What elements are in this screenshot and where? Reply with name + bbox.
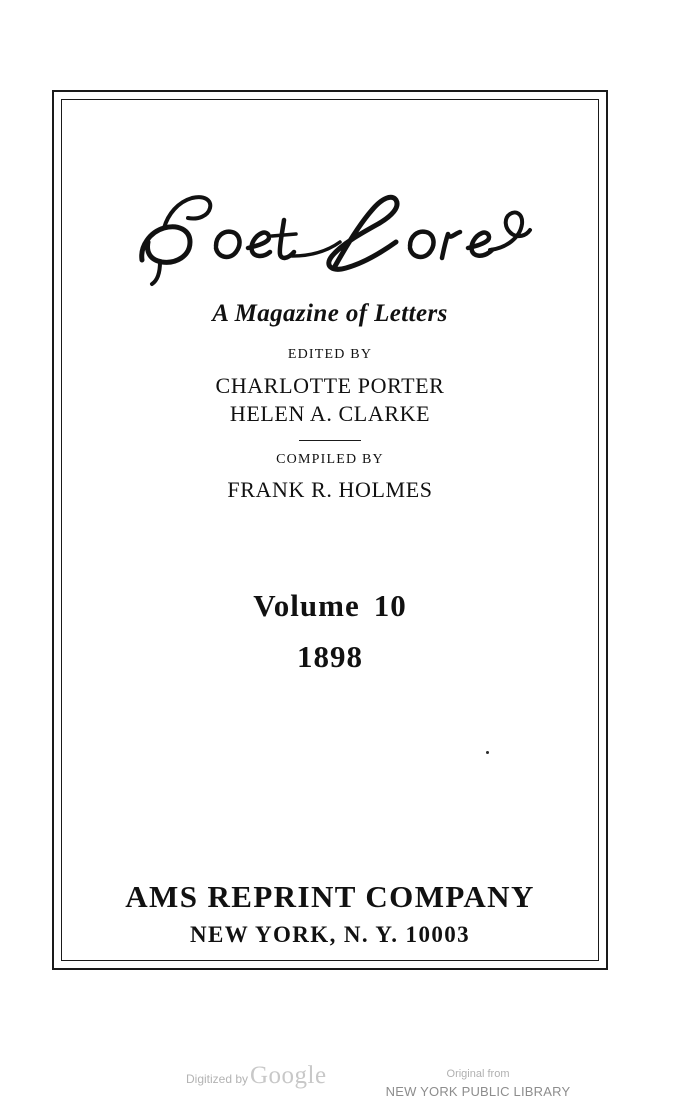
compiled-by-label: COMPILED BY [276,452,384,467]
volume-line [62,588,598,624]
magazine-subtitle: A Magazine of Letters [212,300,448,327]
page-border-frame [52,90,608,970]
digitized-by-label: Digitized by [186,1072,249,1086]
editor-names [62,372,598,428]
publisher-city: NEW YORK, N. Y. 10003 [189,922,471,947]
masthead-logo [62,172,598,292]
editor-name-1: CHARLOTTE PORTER [215,373,445,398]
divider-rule [299,440,361,441]
compiler-name: FRANK R. HOLMES [227,477,433,502]
publication-year: 1898 [297,639,363,674]
source-library-name: NEW YORK PUBLIC LIBRARY [385,1084,571,1099]
ink-speck [486,751,489,754]
scan-watermark-footer [0,1062,680,1102]
volume-label: Volume [253,588,360,623]
volume-number: 10 [373,588,407,623]
editor-name-2: HELEN A. CLARKE [229,401,431,426]
publisher-name: AMS REPRINT COMPANY [125,879,535,914]
edited-by-label: EDITED BY [287,347,373,362]
google-wordmark: Google [250,1062,327,1089]
page-border-inner-rule [61,99,599,961]
original-from-label: Original from [446,1068,510,1080]
title-page-content [62,100,598,960]
